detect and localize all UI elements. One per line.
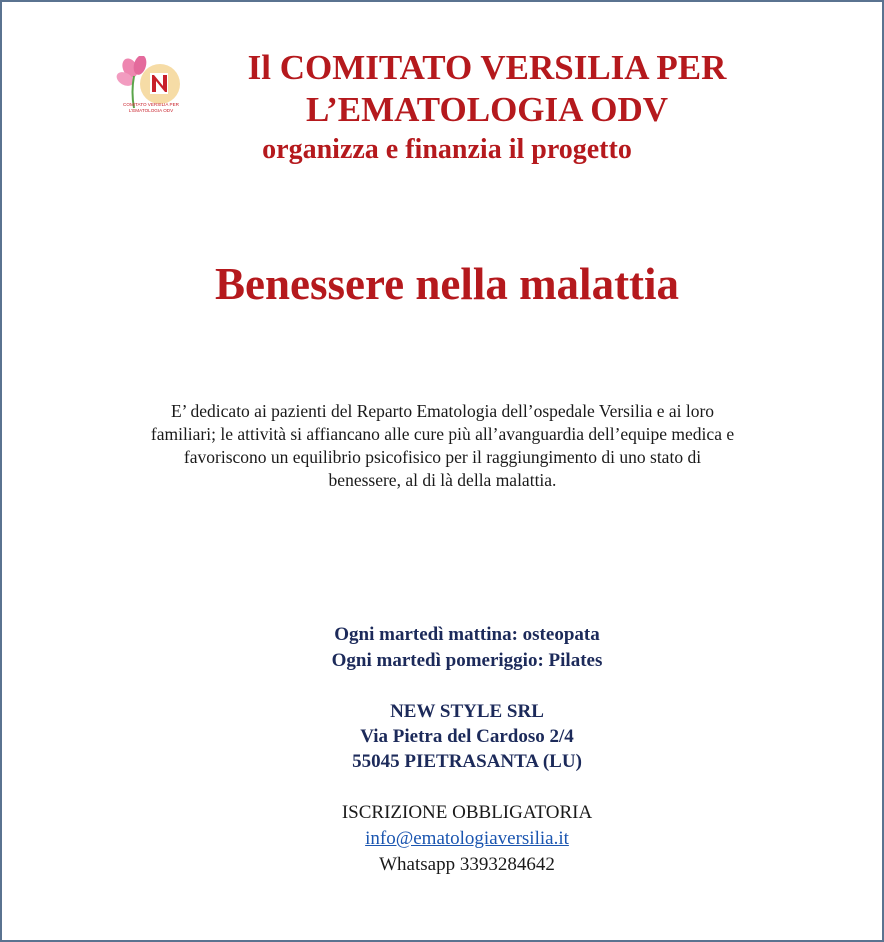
- committee-name-line2: L’EMATOLOGIA ODV: [305, 90, 669, 129]
- description-line: familiari; le attività si affiancano alle cure più all’avanguardia dell’equipe medica e: [150, 424, 735, 444]
- schedule: [167, 622, 767, 674]
- logo-caption: COMITATO VERSILIA PER: [123, 102, 179, 107]
- description-line: favoriscono un equilibrio psicofisico per il raggiungimento di uno stato di: [183, 447, 702, 467]
- schedule-afternoon: Ogni martedì pomeriggio: Pilates: [331, 650, 603, 671]
- venue-city: 55045 PIETRASANTA (LU): [352, 751, 582, 772]
- venue-street: Via Pietra del Cardoso 2/4: [360, 726, 574, 747]
- venue-address: [167, 699, 767, 774]
- description-line: E’ dedicato ai pazienti del Reparto Ematologia dell’ospedale Versilia e ai loro: [170, 401, 715, 421]
- registration-notice: ISCRIZIONE OBBLIGATORIA: [341, 802, 593, 823]
- venue-name: NEW STYLE SRL: [390, 701, 544, 722]
- committee-name-line1: Il COMITATO VERSILIA PER: [247, 48, 727, 87]
- project-description: [110, 400, 775, 492]
- whatsapp-number: Whatsapp 3393284642: [379, 854, 555, 875]
- schedule-morning: Ogni martedì mattina: osteopata: [334, 624, 600, 645]
- logo-caption: L'EMATOLOGIA ODV: [128, 108, 174, 113]
- project-title: Benessere nella malattia: [214, 259, 680, 309]
- contact-info: [167, 800, 767, 878]
- project-intro: organizza e finanzia il progetto: [262, 134, 632, 165]
- description-line: benessere, al di là della malattia.: [328, 470, 557, 490]
- email-link[interactable]: info@ematologiaversilia.it: [365, 828, 569, 849]
